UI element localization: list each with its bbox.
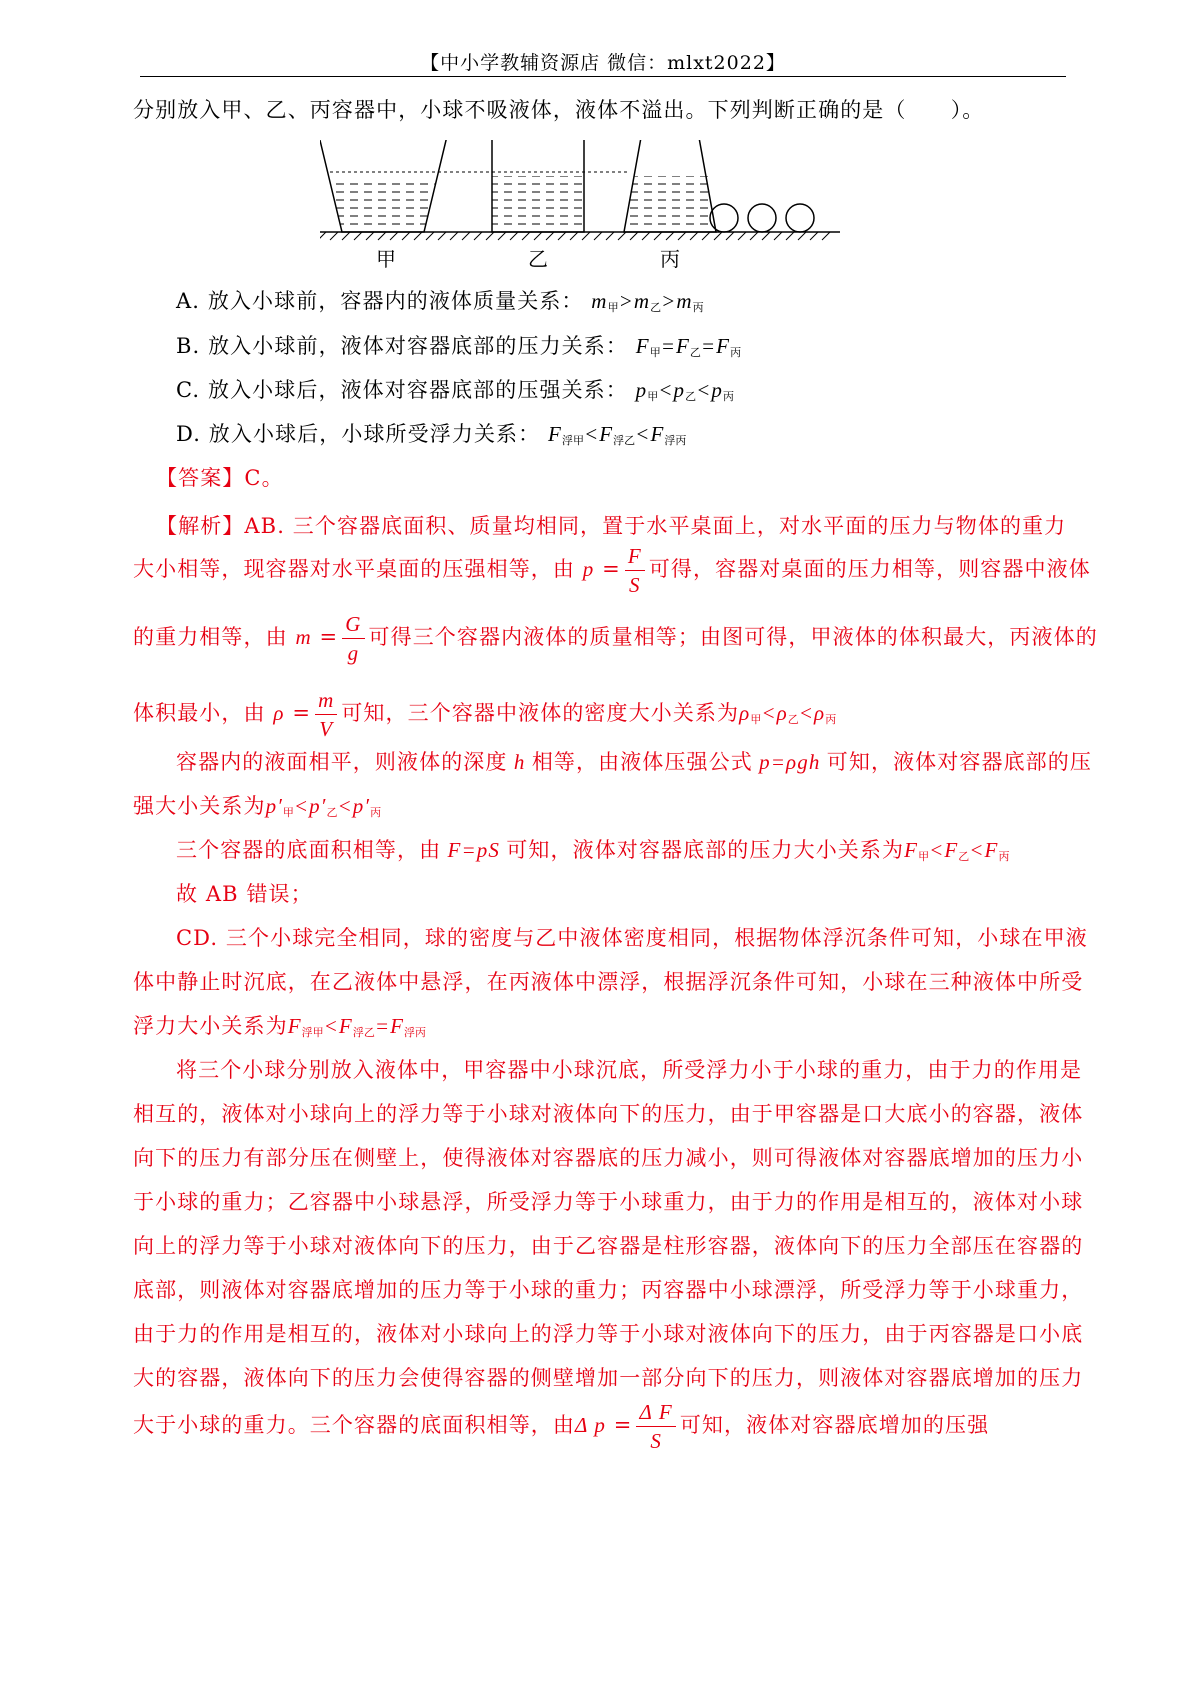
option-d[interactable]: [176, 418, 686, 448]
analysis-text: 可知，液体对容器底部的压: [826, 750, 1092, 774]
analysis-text: 体积最小，由: [133, 701, 266, 725]
analysis-line-13: 相互的，液体对小球向上的浮力等于小球对液体向下的压力，由于甲容器是口大底小的容器，液体: [133, 1102, 1084, 1126]
option-d-text: D. 放入小球后，小球所受浮力关系：: [176, 422, 541, 446]
formula-f-ps: F=pS: [441, 838, 507, 862]
option-b-text: B. 放入小球前，液体对容器底部的压力关系：: [176, 334, 628, 358]
question-stem: 分别放入甲、乙、丙容器中，小球不吸液体，液体不溢出。下列判断正确的是（ ）。: [133, 98, 985, 122]
answer: [156, 462, 284, 492]
analysis-text: 相等，由液体压强公式: [531, 750, 753, 774]
analysis-line-9: CD. 三个小球完全相同，球的密度与乙中液体密度相同，根据物体浮沉条件可知，小球在甲液: [176, 926, 1088, 950]
analysis-text: 强大小关系为: [133, 794, 266, 818]
label-bing: 丙: [660, 247, 680, 271]
pressure-relation: $p'_甲<p'_乙<p'_丙$: [265, 794, 382, 819]
option-c-formula: $p_甲<p_乙<p_丙$: [635, 378, 735, 403]
option-a-formula: $m_甲>m_乙>m_丙$: [591, 289, 704, 314]
option-c[interactable]: [176, 374, 734, 404]
analysis-text: 浮力大小关系为: [133, 1014, 288, 1038]
analysis-line-20: 大于小球的重力。三个容器的底面积相等，由Δ p = $\frac{\text{Δ F}}{S}$ 可知，液体对容器底增加的压强: [133, 1400, 990, 1453]
fraction-deltaf-over-s: $\frac{\text{Δ F}}{S}$: [636, 1398, 675, 1455]
analysis-text: 可得，容器对桌面的压力相等，则容器中液体: [648, 557, 1091, 581]
option-d-formula: $F_{浮甲}<F_{浮乙}<F_{浮丙}$: [548, 422, 687, 447]
analysis-line-19: 大的容器，液体向下的压力会使得容器的侧壁增加一部分向下的压力，则液体对容器底增加的压力: [133, 1366, 1084, 1390]
force-relation: $F_甲<F_乙<F_丙$: [904, 838, 1010, 863]
analysis-line-2: 大小相等，现容器对水平桌面的压强相等，由 p = $\frac{F}{S}$ 可得，容器对桌面的压力相等，则容器中液体: [133, 544, 1091, 597]
analysis-text: 大于小球的重力。三个容器的底面积相等，由: [133, 1413, 575, 1437]
formula-pressure: p=ρgh: [752, 750, 827, 774]
option-b-formula: $F_甲=F_乙=F_丙$: [635, 334, 742, 359]
ball-3: [786, 204, 814, 232]
analysis-text: 三个容器的底面积相等，由: [176, 838, 442, 862]
formula-delta-p: Δ p: [575, 1413, 606, 1437]
analysis-line-10: 体中静止时沉底，在乙液体中悬浮，在丙液体中漂浮，根据浮沉条件可知，小球在三种液体中所受: [133, 970, 1084, 994]
analysis-line-4: 体积最小，由 ρ = $\frac{m}{V}$ 可知，三个容器中液体的密度大小关系为$\rho_甲<\rho_乙<\rho_丙$: [133, 688, 837, 741]
buoyancy-relation: $F_{浮甲}<F_{浮乙}=F_{浮丙}$: [287, 1014, 427, 1039]
answer-value: C。: [244, 466, 284, 490]
label-jia: 甲: [376, 247, 396, 271]
fraction-g-over-g: $\frac{G}{g}$: [342, 610, 364, 667]
option-b[interactable]: [176, 330, 741, 360]
header-divider: [140, 76, 1066, 77]
analysis-line-7: [176, 834, 1009, 864]
analysis-text: 大小相等，现容器对水平桌面的压强相等，由: [133, 557, 575, 581]
formula-rho: ρ: [273, 701, 285, 725]
analysis-line-1: [156, 510, 1066, 540]
fraction-m-over-v: $\frac{m}{V}$: [315, 686, 337, 743]
analysis-line-3: 的重力相等，由 m = $\frac{G}{g}$ 可得三个容器内液体的质量相等；由图可得，甲液体的体积最大，丙液体的: [133, 612, 1098, 665]
analysis-line-5: [176, 746, 1092, 776]
analysis-text: 的重力相等，由: [133, 625, 288, 649]
analysis-text: 可得三个容器内液体的质量相等；由图可得，甲液体的体积最大，丙液体的: [368, 625, 1098, 649]
analysis-tag: 【解析】: [156, 514, 245, 538]
analysis-line-16: 向上的浮力等于小球对液体向下的压力，由于乙容器是柱形容器，液体向下的压力全部压在容器的: [133, 1234, 1084, 1258]
formula-m: m: [295, 625, 312, 649]
density-relation: $\rho_甲<\rho_乙<\rho_丙$: [739, 701, 837, 726]
analysis-text: 可知，液体对容器底部的压力大小关系为: [506, 838, 905, 862]
analysis-line-11: [133, 1010, 426, 1040]
analysis-text: AB. 三个容器底面积、质量均相同，置于水平桌面上，对水平面的压力与物体的重力: [244, 514, 1067, 538]
formula-p: p: [582, 557, 595, 581]
ball-2: [748, 204, 776, 232]
page-header: 【中小学教辅资源店 微信：mlxt2022】: [420, 52, 786, 74]
analysis-line-8: 故 AB 错误；: [176, 882, 313, 906]
analysis-text: 可知，三个容器中液体的密度大小关系为: [341, 701, 740, 725]
analysis-line-18: 由于力的作用是相互的，液体对小球向上的浮力等于小球对液体向下的压力，由于丙容器是口小底: [133, 1322, 1084, 1346]
analysis-line-12: 将三个小球分别放入液体中，甲容器中小球沉底，所受浮力小于小球的重力，由于力的作用是: [176, 1058, 1083, 1082]
option-a[interactable]: [176, 285, 704, 315]
formula-h: h: [507, 750, 532, 774]
fraction-f-over-s: $\frac{F}{S}$: [625, 542, 645, 599]
analysis-text: 可知，液体对容器底增加的压强: [679, 1413, 990, 1437]
answer-tag: 【答案】: [156, 466, 245, 490]
analysis-line-17: 底部，则液体对容器底增加的压力等于小球的重力；丙容器中小球漂浮，所受浮力等于小球重力，: [133, 1278, 1084, 1302]
analysis-line-6: [133, 790, 381, 820]
option-c-text: C. 放入小球后，液体对容器底部的压强关系：: [176, 378, 628, 402]
analysis-line-14: 向下的压力有部分压在侧壁上，使得液体对容器底的压力减小，则可得液体对容器底增加的压力小: [133, 1146, 1084, 1170]
option-a-text: A. 放入小球前，容器内的液体质量关系：: [176, 289, 584, 313]
label-yi: 乙: [528, 247, 548, 271]
analysis-line-15: 于小球的重力；乙容器中小球悬浮，所受浮力等于小球重力，由于力的作用是相互的，液体对小球: [133, 1190, 1084, 1214]
containers-figure: [320, 140, 860, 275]
analysis-text: 容器内的液面相平，则液体的深度: [176, 750, 508, 774]
